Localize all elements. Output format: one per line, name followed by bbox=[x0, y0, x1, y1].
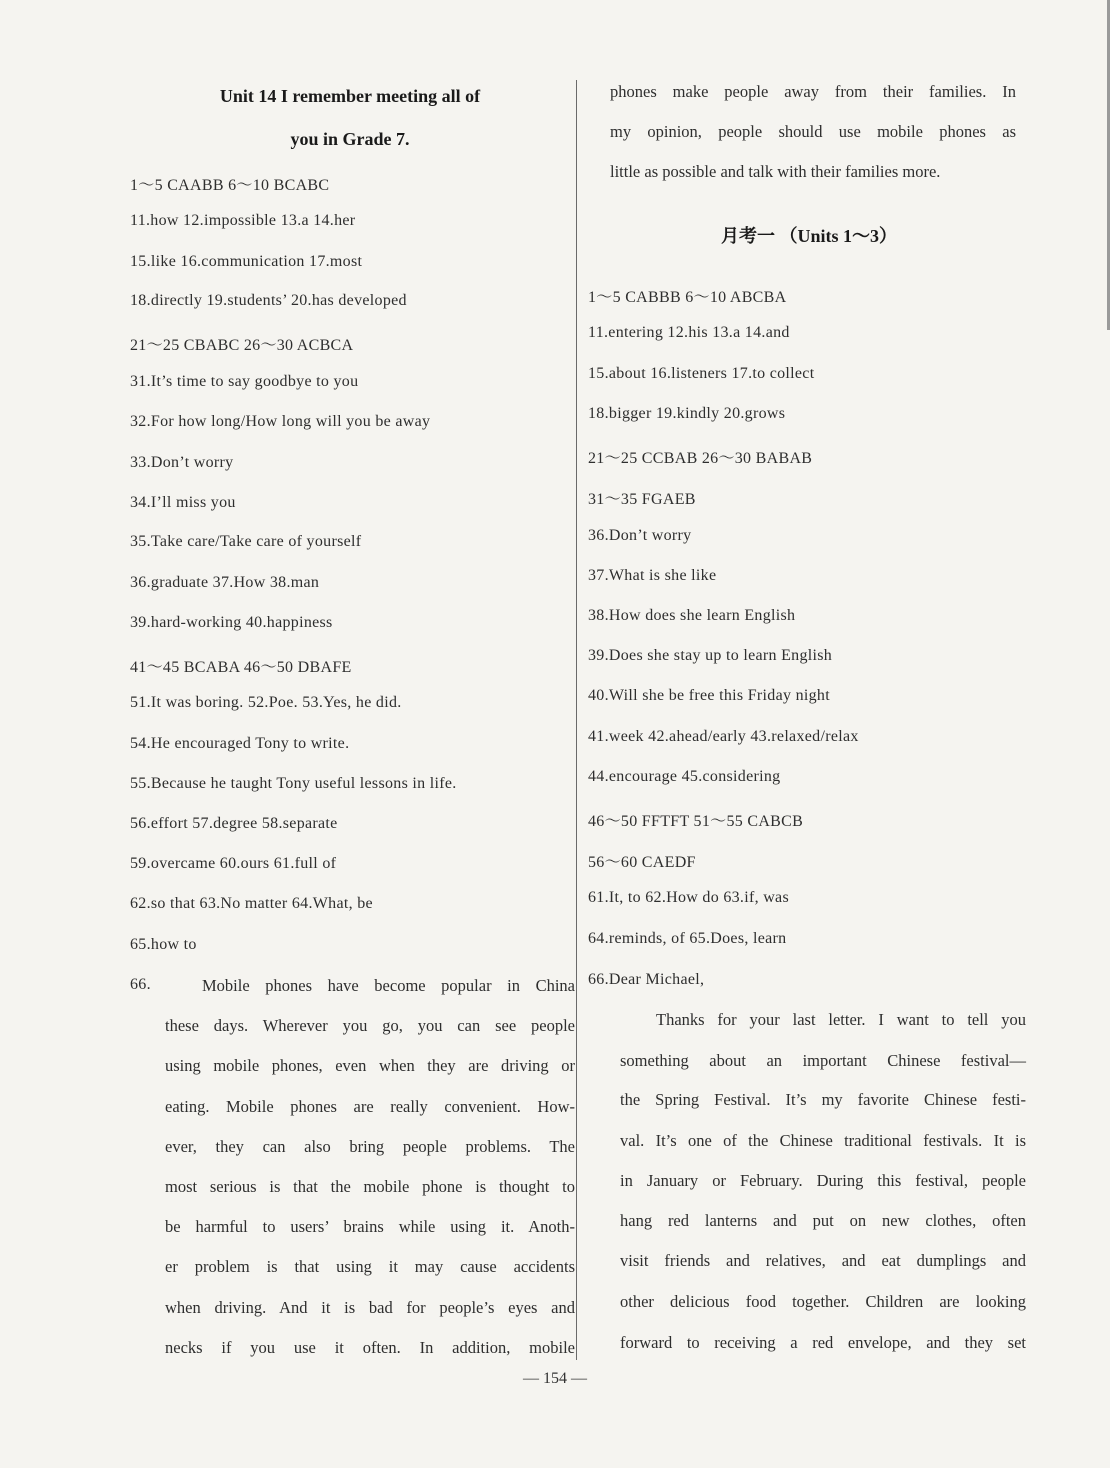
essay-line: using mobile phones, even when they are driving or bbox=[165, 1056, 575, 1075]
answer-line: 51.It was boring. 52.Poe. 53.Yes, he did. bbox=[130, 694, 402, 711]
answer-line: 15.about 16.listeners 17.to collect bbox=[588, 365, 815, 382]
unit-14-title-line1: Unit 14 I remember meeting all of bbox=[219, 86, 481, 106]
answer-line: 65.how to bbox=[130, 936, 197, 953]
answer-line: 56.effort 57.degree 58.separate bbox=[130, 815, 338, 832]
answer-line: 40.Will she be free this Friday night bbox=[588, 687, 830, 704]
answer-line: 15.like 16.communication 17.most bbox=[130, 253, 363, 270]
answer-line: 18.bigger 19.kindly 20.grows bbox=[588, 405, 786, 422]
answer-line: 41～45 BCABA 46～50 DBAFE bbox=[130, 659, 352, 676]
answer-line: 41.week 42.ahead/early 43.relaxed/relax bbox=[588, 728, 859, 745]
essay-continuation-line: my opinion, people should use mobile phones as bbox=[610, 122, 1016, 141]
answer-line: 55.Because he taught Tony useful lessons in life. bbox=[130, 775, 457, 792]
answer-line: 1～5 CAABB 6～10 BCABC bbox=[130, 177, 330, 194]
unit-14-title-line2: you in Grade 7. bbox=[290, 129, 410, 149]
essay-line: eating. Mobile phones are really convenient. How- bbox=[165, 1097, 575, 1116]
answer-line: 31.It’s time to say goodbye to you bbox=[130, 373, 359, 390]
answer-line: 38.How does she learn English bbox=[588, 607, 796, 624]
answer-line: 18.directly 19.students’ 20.has developed bbox=[130, 292, 407, 309]
answer-line: 34.I’ll miss you bbox=[130, 494, 236, 511]
answer-line: 35.Take care/Take care of yourself bbox=[130, 533, 362, 550]
essay-line: Mobile phones have become popular in China bbox=[202, 976, 575, 995]
letter-salutation: 66.Dear Michael, bbox=[588, 971, 705, 988]
letter-line: other delicious food together. Children are looking bbox=[620, 1292, 1026, 1311]
letter-line: visit friends and relatives, and eat dumplings and bbox=[620, 1251, 1026, 1270]
letter-line: Thanks for your last letter. I want to tell you bbox=[656, 1010, 1026, 1029]
answer-line: 36.Don’t worry bbox=[588, 527, 692, 544]
answer-line: 46～50 FFTFT 51～55 CABCB bbox=[588, 813, 804, 830]
essay-line: ever, they can also bring people problems. The bbox=[165, 1137, 575, 1156]
essay-line: be harmful to users’ brains while using it. Anoth- bbox=[165, 1217, 575, 1236]
answer-line: 31～35 FGAEB bbox=[588, 491, 696, 508]
page-number: — 154 — bbox=[523, 1370, 587, 1387]
essay-continuation-line: little as possible and talk with their families more. bbox=[610, 162, 941, 181]
essay-line: these days. Wherever you go, you can see people bbox=[165, 1016, 575, 1035]
answer-line: 56～60 CAEDF bbox=[588, 854, 696, 871]
essay-line: most serious is that the mobile phone is thought to bbox=[165, 1177, 575, 1196]
answer-line: 11.entering 12.his 13.a 14.and bbox=[588, 324, 790, 341]
answer-line: 32.For how long/How long will you be away bbox=[130, 413, 431, 430]
answer-line: 11.how 12.impossible 13.a 14.her bbox=[130, 212, 356, 229]
answer-line: 44.encourage 45.considering bbox=[588, 768, 781, 785]
letter-line: hang red lanterns and put on new clothes, often bbox=[620, 1211, 1026, 1230]
essay-number: 66. bbox=[130, 976, 151, 993]
answer-line: 36.graduate 37.How 38.man bbox=[130, 574, 320, 591]
essay-line: er problem is that using it may cause accidents bbox=[165, 1257, 575, 1276]
answer-line: 62.so that 63.No matter 64.What, be bbox=[130, 895, 373, 912]
letter-line: the Spring Festival. It’s my favorite Chinese festi- bbox=[620, 1090, 1026, 1109]
monthly-test-1-title: 月考一 （Units 1～3） bbox=[720, 226, 897, 246]
answer-line: 39.Does she stay up to learn English bbox=[588, 647, 833, 664]
answer-line: 37.What is she like bbox=[588, 567, 717, 584]
column-divider bbox=[576, 80, 577, 1360]
answer-line: 1～5 CABBB 6～10 ABCBA bbox=[588, 289, 787, 306]
answer-line: 21～25 CCBAB 26～30 BABAB bbox=[588, 450, 813, 467]
answer-line: 59.overcame 60.ours 61.full of bbox=[130, 855, 337, 872]
letter-line: forward to receiving a red envelope, and they set bbox=[620, 1333, 1026, 1352]
answer-line: 54.He encouraged Tony to write. bbox=[130, 735, 350, 752]
essay-line: when driving. And it is bad for people’s eyes and bbox=[165, 1298, 575, 1317]
answer-line: 64.reminds, of 65.Does, learn bbox=[588, 930, 787, 947]
answer-line: 21～25 CBABC 26～30 ACBCA bbox=[130, 337, 354, 354]
answer-line: 39.hard-working 40.happiness bbox=[130, 614, 333, 631]
essay-line: necks if you use it often. In addition, mobile bbox=[165, 1338, 575, 1357]
letter-line: in January or February. During this festival, people bbox=[620, 1171, 1026, 1190]
letter-line: val. It’s one of the Chinese traditional festivals. It is bbox=[620, 1131, 1026, 1150]
letter-line: something about an important Chinese festival— bbox=[620, 1051, 1026, 1070]
essay-continuation-line: phones make people away from their families. In bbox=[610, 82, 1016, 101]
answer-line: 33.Don’t worry bbox=[130, 454, 234, 471]
answer-line: 61.It, to 62.How do 63.if, was bbox=[588, 889, 789, 906]
